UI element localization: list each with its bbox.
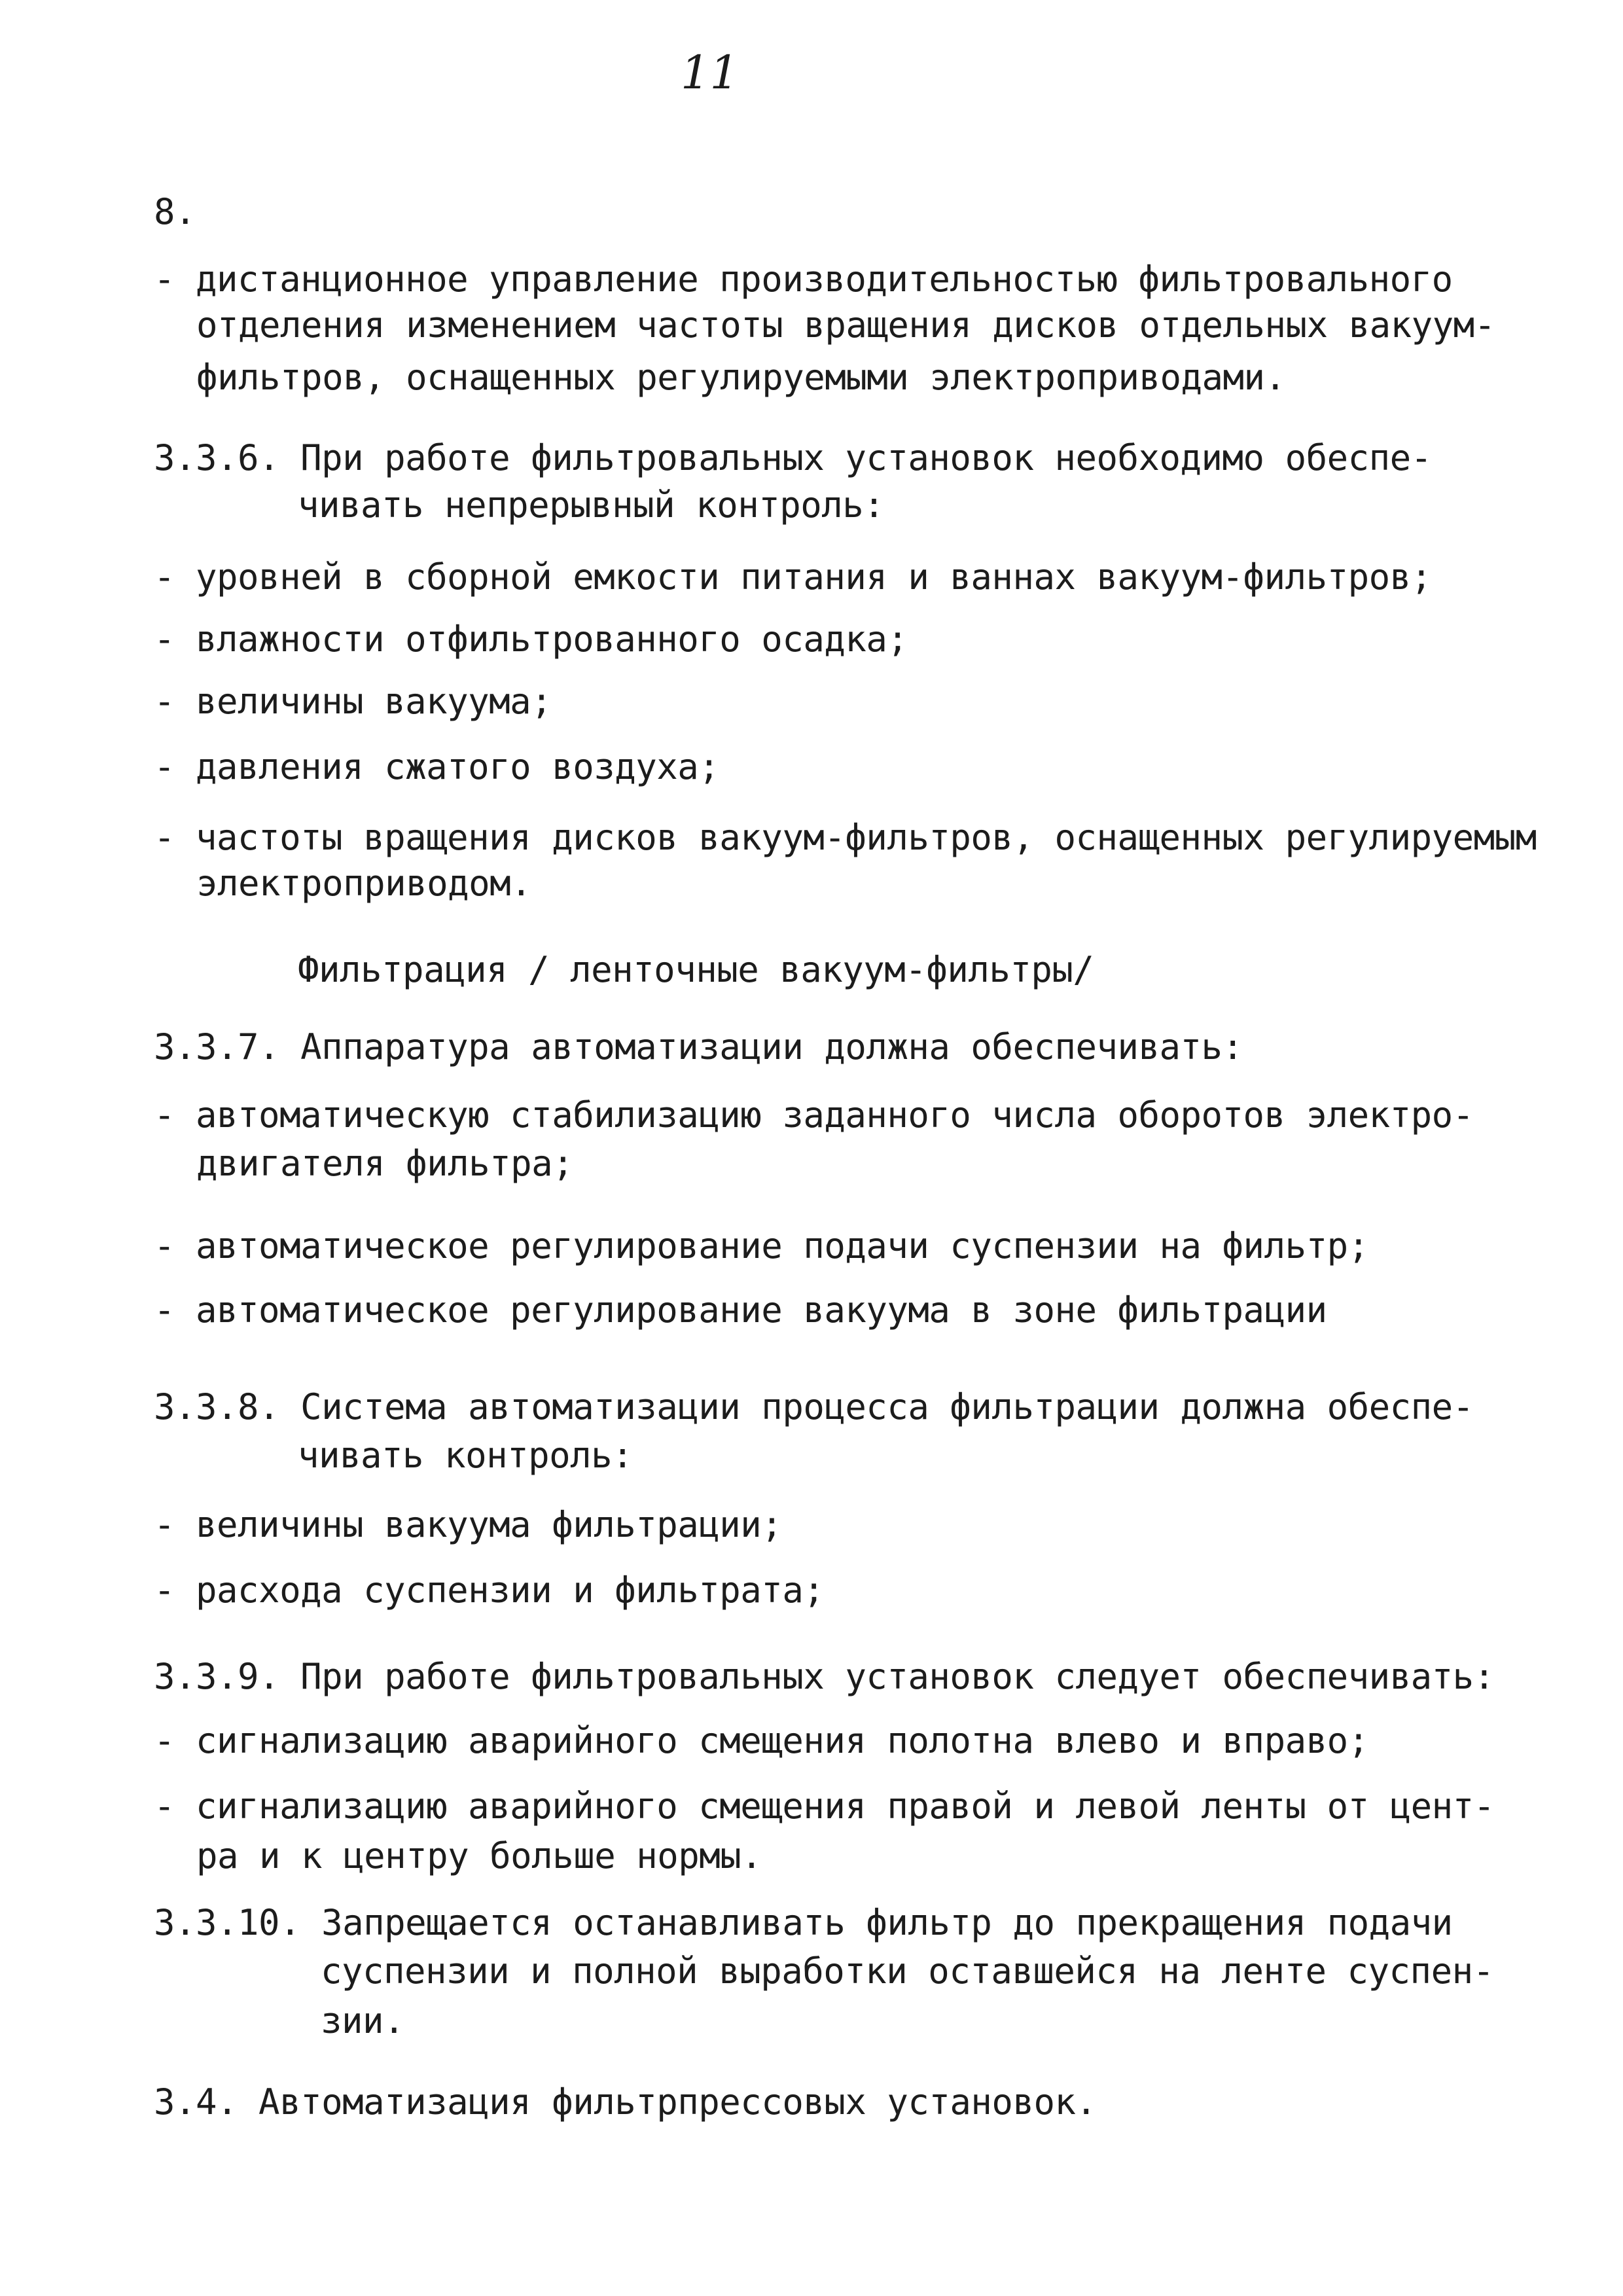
clause-cont: чивать контроль: bbox=[298, 1435, 633, 1476]
subsection-title: Фильтрация / ленточные вакуум-фильтры/ bbox=[298, 949, 1094, 990]
list-item: - автоматическую стабилизацию заданного числа оборотов электро- bbox=[154, 1094, 1474, 1136]
section-number: 8. bbox=[154, 191, 196, 232]
list-item: - давления сжатого воздуха; bbox=[154, 746, 720, 787]
section-heading: 3.4. Автоматизация фильтрпрессовых установок. bbox=[154, 2081, 1097, 2123]
list-item: - расхода суспензии и фильтрата; bbox=[154, 1570, 825, 1611]
list-item: - величины вакуума; bbox=[154, 681, 552, 722]
clause-heading: 3.3.8. Система автоматизации процесса фильтрации должна обеспе- bbox=[154, 1386, 1474, 1427]
clause-heading: 3.3.6. При работе фильтровальных установок необходимо обеспе- bbox=[154, 437, 1432, 478]
list-item: - дистанционное управление производительностью фильтровального bbox=[154, 259, 1453, 300]
list-item: - частоты вращения дисков вакуум-фильтров, оснащенных регулируемым bbox=[154, 817, 1537, 858]
list-item: - величины вакуума фильтрации; bbox=[154, 1504, 783, 1545]
list-item: - сигнализацию аварийного смещения полотна влево и вправо; bbox=[154, 1720, 1369, 1761]
list-item-cont: двигателя фильтра; bbox=[196, 1143, 574, 1184]
clause-cont: зии. bbox=[321, 2000, 405, 2041]
list-item-cont: электроприводом. bbox=[196, 863, 532, 904]
clause-cont: чивать непрерывный контроль: bbox=[298, 484, 885, 526]
list-item: - автоматическое регулирование подачи суспензии на фильтр; bbox=[154, 1225, 1369, 1266]
clause-heading: 3.3.9. При работе фильтровальных установок следует обеспечивать: bbox=[154, 1656, 1495, 1697]
list-item: - влажности отфильтрованного осадка; bbox=[154, 619, 908, 660]
page-number: 11 bbox=[681, 46, 740, 99]
clause-cont: суспензии и полной выработки оставшейся на ленте суспен- bbox=[321, 1950, 1494, 1992]
list-item-cont: ра и к центру больше нормы. bbox=[196, 1835, 762, 1876]
list-item-cont: фильтров, оснащенных регулируемыми электроприводами. bbox=[196, 357, 1286, 398]
list-item: - автоматическое регулирование вакуума в зоне фильтрации bbox=[154, 1289, 1327, 1331]
list-item: - уровней в сборной емкости питания и ваннах вакуум-фильтров; bbox=[154, 556, 1432, 598]
list-item-cont: отделения изменением частоты вращения дисков отдельных вакуум- bbox=[196, 304, 1495, 346]
clause-heading: 3.3.7. Аппаратура автоматизации должна обеспечивать: bbox=[154, 1026, 1243, 1067]
list-item: - сигнализацию аварийного смещения правой и левой ленты от цент- bbox=[154, 1785, 1495, 1827]
clause-heading: 3.3.10. Запрещается останавливать фильтр до прекращения подачи bbox=[154, 1902, 1453, 1943]
